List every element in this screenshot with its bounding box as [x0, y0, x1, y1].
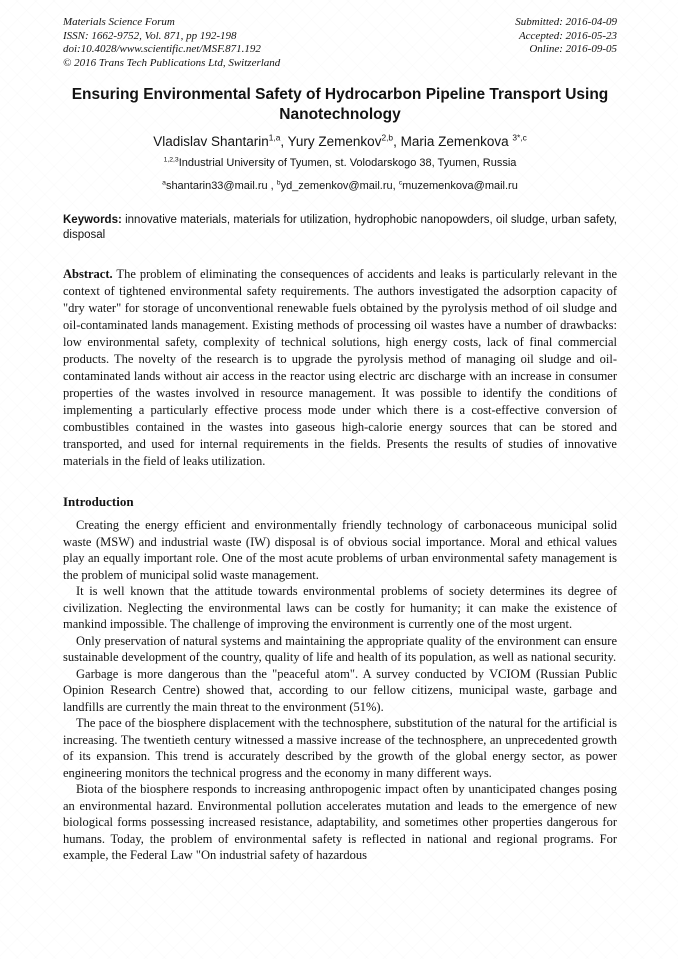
introduction-paragraph-2: It is well known that the attitude towards environmental problems of society determines its degree of civilization. Neglecting the environmental laws can be costly for humanity; it can make the existence of mankind impossible. The challenge of improving the environment is currently one of the most urgent. — [63, 584, 617, 631]
author-name: Maria Zemenkova — [400, 134, 513, 149]
author-name: Yury Zemenkov — [287, 134, 382, 149]
introduction-paragraph-5: The pace of the biosphere displacement with the technosphere, substitution of the natural for the artificial is increasing. The twentieth century witnessed a massive increase of the technosphere, an unprecedented growth of its expansion. This trend is accurately described by the growth of the global energy sector, as power engineering monitors the technical progress and the economy in many different ways. — [63, 716, 617, 780]
journal-header — [63, 16, 617, 70]
email-superscript: a — [162, 179, 166, 187]
keywords-block — [63, 213, 617, 242]
abstract-label: Abstract. — [63, 267, 113, 281]
copyright-line: © 2016 Trans Tech Publications Ltd, Switzerland — [63, 56, 281, 69]
introduction-paragraph-1: Creating the energy efficient and environmentally friendly technology of carbonaceous municipal solid waste (MSW) and industrial waste (IW) disposal is of obvious social importance. Moral and ethical values play an equally important role. One of the most acute problems of urban environmental safety management is the problem of municipal solid waste management. — [63, 518, 617, 582]
email-address: shantarin33@mail.ru , — [165, 180, 277, 192]
submitted-date: Submitted: 2016-04-09 — [515, 16, 617, 28]
email-superscript: b — [276, 179, 281, 187]
authors-line — [63, 133, 617, 150]
doi-line: doi:10.4028/www.scientific.net/MSF.871.192 — [63, 43, 261, 55]
abstract-text: The problem of eliminating the consequences of accidents and leaks is particularly relevant in the context of tightened environmental safety requirements. The authors investigated the adsorption capacity of "dry water" for storage of unconventional renewable fuels obtained by the pyrolysis method of oil sludge and oil-contaminated lands management. Existing methods of processing oil wastes have a number of drawbacks: low environmental safety, complexity of technical solutions, high energy costs, lack of final commercial products. The novelty of the research is to upgrade the pyrolysis method of managing oil sludge and oil-contaminated lands without air access in the reactor using electric arc discharge with an increase in consumer properties of the wastes involved in resource management. It was possible to identify the conditions of implementing a particularly effective process mode under which there is a cost-effective conversion of combustibles contained in the wastes into gaseous high-calorie energy sources that can be stored and transported, and used for internal requirements in the fields. Presents the results of studies of innovative materials in the field of leaks utilization. — [63, 267, 617, 468]
email-address: yd_zemenkov@mail.ru, — [280, 180, 399, 192]
abstract-block — [63, 266, 617, 470]
email-superscript: c — [398, 179, 403, 187]
affiliation-text: Industrial University of Tyumen, st. Volodarskogo 38, Tyumen, Russia — [178, 157, 517, 169]
affiliation-superscript: 1,2,3 — [163, 156, 179, 164]
journal-header-left — [63, 16, 280, 70]
paper-title: Ensuring Environmental Safety of Hydrocarbon Pipeline Transport Using Nanotechnology — [71, 86, 609, 123]
keywords-label: Keywords: — [63, 214, 122, 226]
introduction-paragraph-6: Biota of the biosphere responds to increasing anthropogenic impact often by unanticipated changes posing an environmental hazard. Environmental pollution accelerates mutation and leads to the emergence of new biological forms possessing increased resistance, adaptability, and sometimes other properties dangerous for humans. Today, the problem of environmental safety is reflected in national and regional programs. For example, the Federal Law "On industrial safety of hazardous — [63, 782, 617, 862]
online-date: Online: 2016-09-05 — [529, 43, 617, 55]
introduction-paragraph-4: Garbage is more dangerous than the "peaceful atom". A survey conducted by VCIOM (Russian Public Opinion Research Centre) showed that, according to our fellow citizens, municipal waste, garbage and landfills are currently the main threat to the environment (51%). — [63, 666, 617, 714]
journal-name: Materials Science Forum — [63, 16, 175, 28]
author-superscript: 3*,c — [512, 132, 527, 143]
accepted-date: Accepted: 2016-05-23 — [518, 29, 617, 42]
journal-header-right — [515, 16, 617, 70]
introduction-paragraph-3: Only preservation of natural systems and maintaining the appropriate quality of the environment can ensure sustainable development of the country, quality of life and health of its population, as well as national security. — [63, 633, 617, 664]
author-separator: , — [280, 134, 288, 149]
author-separator: , — [393, 134, 401, 149]
email-address: muzemenkova@mail.ru — [402, 180, 518, 192]
author-superscript: 1,a — [268, 132, 281, 143]
issn-volume-line: ISSN: 1662-9752, Vol. 871, pp 192-198 — [63, 29, 237, 42]
section-heading-introduction: Introduction — [63, 494, 134, 509]
keywords-text: innovative materials, materials for utilization, hydrophobic nanopowders, oil sludge, urban safety, disposal — [63, 214, 617, 241]
affiliation-line — [63, 156, 617, 170]
emails-line — [63, 179, 617, 193]
author-name: Vladislav Shantarin — [153, 134, 269, 149]
author-superscript: 2,b — [381, 132, 394, 143]
